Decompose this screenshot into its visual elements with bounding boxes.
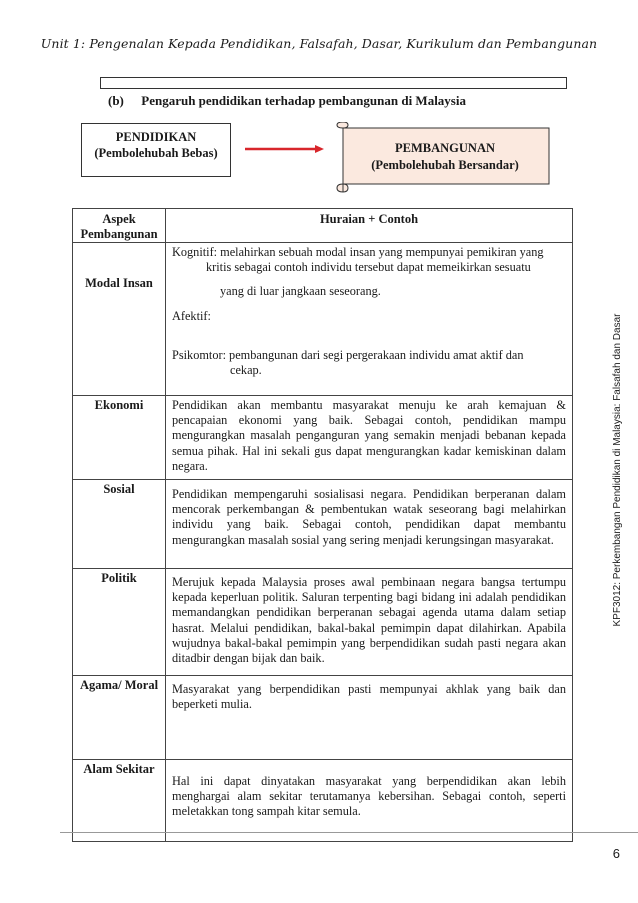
table-header-row [73, 209, 573, 243]
desc-line: Kognitif: melahirkan sebuah modal insan yang mempunyai pemikiran yang [172, 245, 544, 259]
description-cell: Pendidikan akan membantu masyarakat menuju ke arah kemajuan & pencapaian ekonomi yang baik. Sebagai contoh, pendidikan mampu mengurangkan masalah penganguran yang semakin menjadi bebanan kepada semua pihak. Hal ini sekali gus dapat mengurangkan kadar kemiskinan dalam negara. [166, 396, 573, 480]
desc-line: cekap. [230, 363, 262, 378]
table-row [73, 243, 573, 396]
footer-divider [60, 832, 638, 833]
desc-line: Psikomtor: pembangunan dari segi pergerakaan individu amat aktif dan [172, 347, 524, 362]
pendidikan-title: PENDIDIKAN [115, 130, 197, 144]
pendidikan-box [81, 123, 231, 177]
side-label-text: KPF3012: Perkembangan Pendidikan di Malaysia: Falsafah dan Dasar [612, 313, 623, 627]
header-aspect: Aspek Pembangunan [73, 209, 166, 243]
description-cell: Pendidikan mempengaruhi sosialisasi negara. Pendidikan berperanan dalam mencorak perkembangan & pembentukan watak seseorang bagi melahirkan individu yang baik. Sebagai contoh, pendidikan dapat membantu mengurangkan masalah sosial yang sering menjadi kerungsingan masyarakat. [166, 480, 573, 569]
aspect-cell: Sosial [73, 480, 166, 569]
table-row [73, 480, 573, 569]
pembangunan-subtitle: (Pembolehubah Bersandar) [371, 158, 519, 172]
table-row [73, 760, 573, 842]
description-cell: Merujuk kepada Malaysia proses awal pembinaan negara bangsa tertumpu kepada keperluan politik. Saluran terpenting bagi bidang ini adalah pendidikan memandangkan pendidikan berperanan sebagai agenda utama dalam setiap hasrat. Melalui pendidikan, bakal-bakal pemimpin dapat dilahirkan. Apabila wujudnya bakal-bakal pemimpin yang berpendidikan sudah pasti negara akan ditadbir dengan bijak dan baik. [166, 569, 573, 676]
aspects-table [72, 208, 573, 842]
pembangunan-box [340, 140, 550, 174]
desc-line: yang di luar jangkaan seseorang. [220, 284, 381, 299]
pendidikan-subtitle: (Pembolehubah Bebas) [94, 146, 218, 160]
header-huraian: Huraian + Contoh [166, 209, 573, 243]
description-cell [166, 243, 573, 396]
table-row [73, 396, 573, 480]
aspect-cell: Alam Sekitar [73, 760, 166, 842]
description-cell: Hal ini dapat dinyatakan masyarakat yang berpendidikan akan lebih menghargai alam sekitar terutamanya kebersihan. Sebagai contoh, seperti meletakkan tong sampah kitar semula. [166, 760, 573, 842]
section-title: Pengaruh pendidikan terhadap pembangunan di Malaysia [141, 93, 466, 108]
desc-line: kritis sebagai contoh individu tersebut dapat memeikirkan sesuatu [206, 260, 531, 275]
desc-line: Afektif: [172, 308, 211, 323]
table-row [73, 569, 573, 676]
aspect-cell: Ekonomi [73, 396, 166, 480]
description-cell: Masyarakat yang berpendidikan pasti mempunyai akhlak yang baik dan beperketi mulia. [166, 676, 573, 760]
page-header-title: Unit 1: Pengenalan Kepada Pendidikan, Falsafah, Dasar, Kurikulum dan Pembangunan [40, 36, 598, 51]
aspect-cell: Agama/ Moral [73, 676, 166, 760]
aspect-cell: Politik [73, 569, 166, 676]
header-bar [100, 77, 567, 89]
pembangunan-title: PEMBANGUNAN [395, 141, 495, 155]
right-arrow-icon [245, 144, 325, 154]
section-heading [108, 93, 466, 109]
section-label: (b) [108, 93, 124, 108]
page-number: 6 [612, 846, 620, 861]
aspect-cell: Modal Insan [73, 243, 166, 396]
table-row [73, 676, 573, 760]
